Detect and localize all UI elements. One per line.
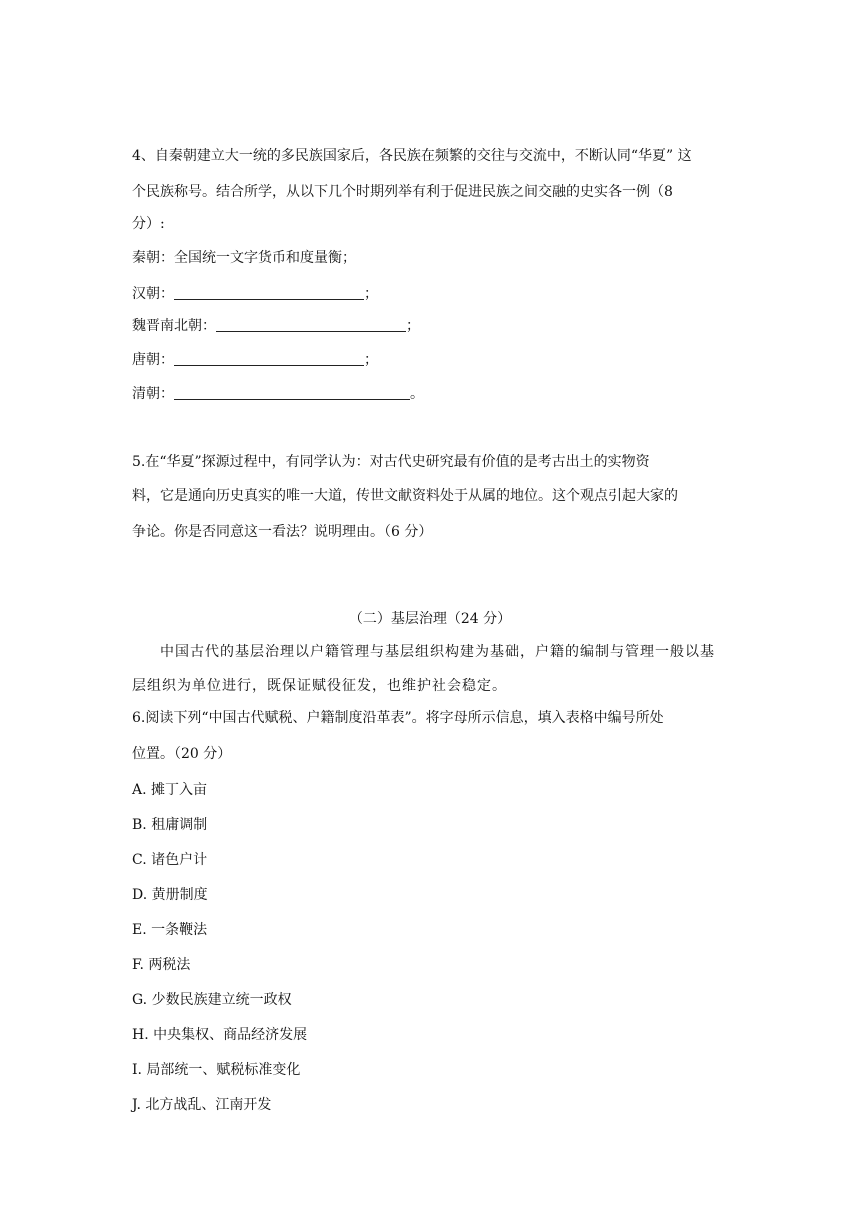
q4-line-1: 4、自秦朝建立大一统的多民族国家后，各民族在频繁的交往与交流中，不断认同“华夏” 这 <box>132 148 692 164</box>
q4-tang-row <box>132 350 378 370</box>
q4-han-end: ； <box>364 286 378 302</box>
q4-line-2: 个民族称号。结合所学，从以下几个时期列举有利于促进民族之间交融的史实各一例（8 <box>132 184 673 200</box>
q4-wei-end: ； <box>406 318 420 334</box>
q4-qin: 秦朝：全国统一文字货币和度量衡； <box>132 250 356 266</box>
q6-option-d: D. 黄册制度 <box>132 887 208 903</box>
q4-tang-answer-blank[interactable] <box>174 351 364 366</box>
q6-option-e: E. 一条鞭法 <box>132 922 208 938</box>
section-2-intro-line-1: 中国古代的基层治理以户籍管理与基层组织构建为基础，户籍的编制与管理一般以基 <box>160 644 715 660</box>
q6-option-a: A. 摊丁入亩 <box>132 782 208 798</box>
q4-wei-label: 魏晋南北朝： <box>132 318 216 334</box>
section-2-intro-line-2: 层组织为单位进行，既保证赋役征发，也维护社会稳定。 <box>132 678 507 694</box>
q4-tang-label: 唐朝： <box>132 352 174 368</box>
q4-qing-label: 清朝： <box>132 386 174 402</box>
q4-wei-answer-blank[interactable] <box>216 317 406 332</box>
q6-option-g: G. 少数民族建立统一政权 <box>132 992 292 1008</box>
q4-qing-answer-blank[interactable] <box>174 385 410 400</box>
q4-line-3: 分）: <box>132 216 165 232</box>
q6-option-c: C. 诸色户计 <box>132 852 208 868</box>
q6-option-b: B. 租庸调制 <box>132 817 208 833</box>
q6-option-f: F. 两税法 <box>132 957 191 973</box>
q6-line-1: 6.阅读下列“中国古代赋税、户籍制度沿革表”。将字母所示信息，填入表格中编号所处 <box>132 710 664 726</box>
q4-han-answer-blank[interactable] <box>174 285 364 300</box>
q6-line-2: 位置。（20 分） <box>132 746 232 762</box>
q4-wei-row <box>132 316 420 336</box>
q4-han-label: 汉朝： <box>132 286 174 302</box>
q5-line-3: 争论。你是否同意这一看法？说明理由。（6 分） <box>132 524 433 540</box>
section-2-title: （二）基层治理（24 分） <box>348 611 512 627</box>
q5-line-1: 5.在“华夏”探源过程中，有同学认为：对古代史研究最有价值的是考古出土的实物资 <box>132 454 650 470</box>
q6-option-i: I. 局部统一、赋税标准变化 <box>132 1062 301 1078</box>
q4-tang-end: ； <box>364 352 378 368</box>
q6-option-j: J. 北方战乱、江南开发 <box>132 1097 272 1113</box>
q5-line-2: 料，它是通向历史真实的唯一大道，传世文献资料处于从属的地位。这个观点引起大家的 <box>132 488 678 504</box>
q4-qing-row <box>132 384 424 404</box>
q4-qing-end: 。 <box>410 386 424 402</box>
q4-han-row <box>132 284 378 304</box>
q6-option-h: H. 中央集权、商品经济发展 <box>132 1027 308 1043</box>
